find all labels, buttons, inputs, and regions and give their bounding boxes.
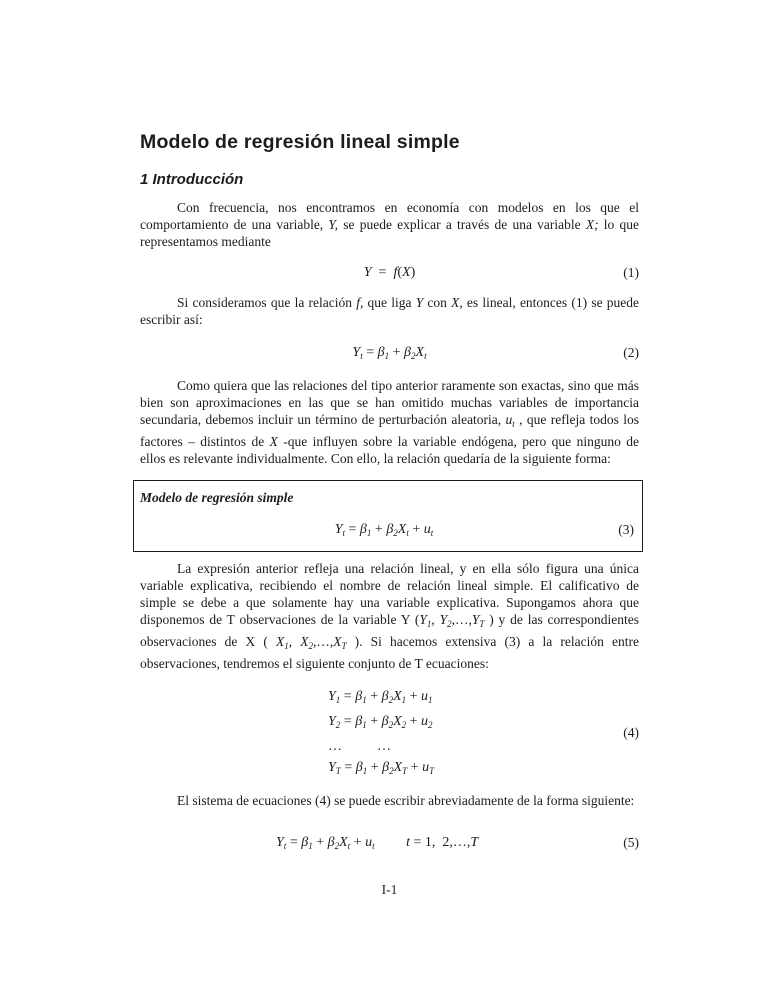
equation-5-formula: $Y_t = \beta_1 + \beta_2X_t + u_t$ t = 1, 2,…,T xyxy=(276,835,479,851)
equation-1-number: (1) xyxy=(623,265,639,280)
paragraph-system: El sistema de ecuaciones (4) se puede escribir abreviadamente de la forma siguiente: xyxy=(177,793,635,808)
equation-3-number: (3) xyxy=(618,522,634,537)
equation-1-formula: Y = f(X) xyxy=(363,265,416,280)
page-content xyxy=(140,131,639,898)
paragraph-linear-relation: Si consideramos que la relación f, que liga Y con X, es lineal, entonces (1) se puede escribir así: xyxy=(140,295,639,327)
equation-3 xyxy=(134,520,634,542)
equation-5-number: (5) xyxy=(623,835,639,850)
model-box-label: Modelo de regresión simple xyxy=(140,490,294,505)
equation-4-line-1: $Y_1 = \beta_1 + \beta_2X_1 + u_1$ xyxy=(328,689,433,705)
equation-4-line-dots: … … xyxy=(328,739,391,754)
paragraph-disturbance-term: Como quiera que las relaciones del tipo anterior raramente son exactas, sino que más bien son aproximaciones en las que se han omitido muchas variables de importancia secundaria, debemos incluir un término de perturbación aleatoria, $u_t$ , que refleja todos los factores – distintos de X -que influyen sobre la variable endógena, pero que ninguno de ellos es relevante individualmente. Con ello, la relación quedaría de la siguiente forma: xyxy=(140,378,639,466)
page-number: I-1 xyxy=(381,882,398,897)
model-box xyxy=(133,480,643,552)
equation-4 xyxy=(140,686,639,782)
equation-4-line-T: $Y_T = \beta_1 + \beta_2X_T + u_T$ xyxy=(328,760,435,776)
equation-4-line-2: $Y_2 = \beta_1 + \beta_2X_2 + u_2$ xyxy=(328,714,433,730)
equation-5 xyxy=(140,833,639,855)
equation-4-lines xyxy=(328,686,639,782)
equation-4-number: (4) xyxy=(623,725,639,740)
paragraph-simple-relation: La expresión anterior refleja una relación lineal, y en ella sólo figura una única variable explicativa, recibiendo el nombre de relación lineal simple. El calificativo de simple se debe a que solamente hay una variable explicativa. Supongamos ahora que disponemos de T observaciones de la variable Y ($Y_1$, $Y_2,\dots,Y_T$ ) y de las correspondientes observaciones de X ( $X_1$, $X_2,\dots,X_T$ ). Si hacemos extensiva (3) a la relación entre observaciones, tendremos el siguiente conjunto de T ecuaciones: xyxy=(140,561,639,671)
paragraph-intro: Con frecuencia, nos encontramos en economía con modelos en los que el comportamiento de una variable, Y, se puede explicar a través de una variable X; lo que representamos mediante xyxy=(140,200,640,249)
section-heading: 1 Introducción xyxy=(140,171,244,188)
equation-2-number: (2) xyxy=(623,345,639,360)
equation-2-formula: $Y_t = \beta_1 + \beta_2X_t$ xyxy=(352,345,427,361)
page-title: Modelo de regresión lineal simple xyxy=(140,131,460,153)
equation-2 xyxy=(140,343,639,365)
equation-1 xyxy=(140,263,639,282)
equation-3-formula: $Y_t = \beta_1 + \beta_2X_t + u_t$ xyxy=(334,522,434,538)
